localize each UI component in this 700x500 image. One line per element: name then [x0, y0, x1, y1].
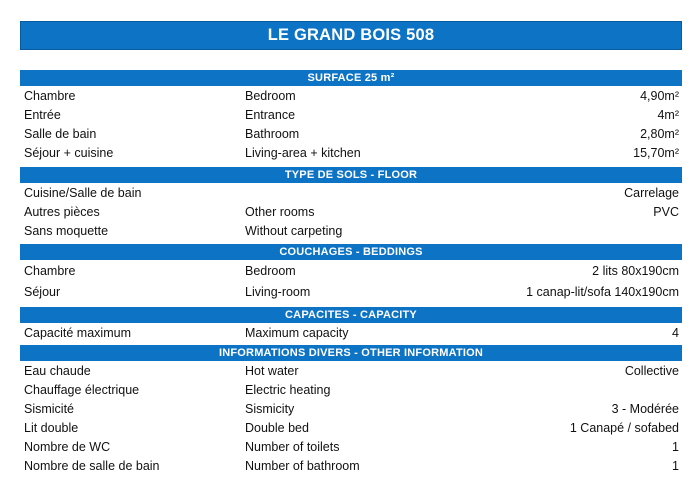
label-fr: Séjour — [24, 284, 61, 299]
table-row — [20, 124, 682, 143]
label-en: Number of toilets — [245, 439, 340, 454]
label-en: Bathroom — [245, 126, 300, 141]
label-fr: Chambre — [24, 263, 76, 278]
row-value: Carrelage — [624, 185, 679, 200]
label-en: Electric heating — [245, 382, 331, 397]
page-title: LE GRAND BOIS 508 — [20, 21, 682, 50]
section-beddings — [20, 244, 682, 302]
table-row — [20, 143, 682, 162]
label-fr: Cuisine/Salle de bain — [24, 185, 142, 200]
table-row — [20, 221, 682, 240]
label-en: Maximum capacity — [245, 325, 349, 340]
row-value: 3 - Modérée — [611, 401, 679, 416]
label-en: Without carpeting — [245, 223, 343, 238]
label-en: Living-area + kitchen — [245, 145, 361, 160]
table-row — [20, 361, 682, 380]
row-value: PVC — [653, 204, 679, 219]
table-row — [20, 418, 682, 437]
row-value: 1 — [672, 458, 679, 473]
table-row — [20, 323, 682, 342]
section-floor — [20, 167, 682, 240]
table-row — [20, 437, 682, 456]
label-fr: Capacité maximum — [24, 325, 131, 340]
row-value: 2 lits 80x190cm — [592, 263, 679, 278]
row-value: 15,70m² — [633, 145, 679, 160]
section-other-information — [20, 345, 682, 475]
row-value: 4m² — [657, 107, 679, 122]
table-row — [20, 86, 682, 105]
label-en: Number of bathroom — [245, 458, 360, 473]
label-en: Bedroom — [245, 88, 296, 103]
label-en: Double bed — [245, 420, 309, 435]
row-value: 1 canap-lit/sofa 140x190cm — [526, 284, 679, 299]
row-value: 1 Canapé / sofabed — [569, 420, 679, 435]
row-value: 2,80m² — [640, 126, 679, 141]
label-fr: Séjour + cuisine — [24, 145, 114, 160]
label-fr: Sismicité — [24, 401, 75, 416]
table-row — [20, 399, 682, 418]
label-en: Hot water — [245, 363, 299, 378]
section-surface — [20, 70, 682, 162]
label-fr: Nombre de salle de bain — [24, 458, 160, 473]
label-en: Sismicity — [245, 401, 295, 416]
table-row — [20, 202, 682, 221]
label-fr: Chambre — [24, 88, 76, 103]
label-en: Other rooms — [245, 204, 315, 219]
row-value: 4,90m² — [640, 88, 679, 103]
table-row — [20, 456, 682, 475]
label-fr: Autres pièces — [24, 204, 100, 219]
table-row — [20, 281, 682, 302]
label-fr: Sans moquette — [24, 223, 109, 238]
label-fr: Lit double — [24, 420, 79, 435]
row-value: 1 — [672, 439, 679, 454]
table-row — [20, 380, 682, 399]
sheet-content — [20, 21, 682, 475]
table-row — [20, 260, 682, 281]
label-fr: Nombre de WC — [24, 439, 111, 454]
label-fr: Entrée — [24, 107, 61, 122]
label-fr: Chauffage électrique — [24, 382, 140, 397]
row-value: Collective — [624, 363, 679, 378]
section-header-floor: TYPE DE SOLS - FLOOR — [20, 167, 682, 183]
section-header-beddings: COUCHAGES - BEDDINGS — [20, 244, 682, 260]
section-header-other-information: INFORMATIONS DIVERS - OTHER INFORMATION — [20, 345, 682, 361]
row-value: 4 — [672, 325, 679, 340]
table-row — [20, 183, 682, 202]
label-en: Bedroom — [245, 263, 296, 278]
section-header-capacity: CAPACITES - CAPACITY — [20, 307, 682, 323]
label-fr: Eau chaude — [24, 363, 91, 378]
section-capacity — [20, 307, 682, 342]
label-fr: Salle de bain — [24, 126, 97, 141]
section-header-surface: SURFACE 25 m² — [20, 70, 682, 86]
label-en: Entrance — [245, 107, 296, 122]
table-row — [20, 105, 682, 124]
label-en: Living-room — [245, 284, 311, 299]
